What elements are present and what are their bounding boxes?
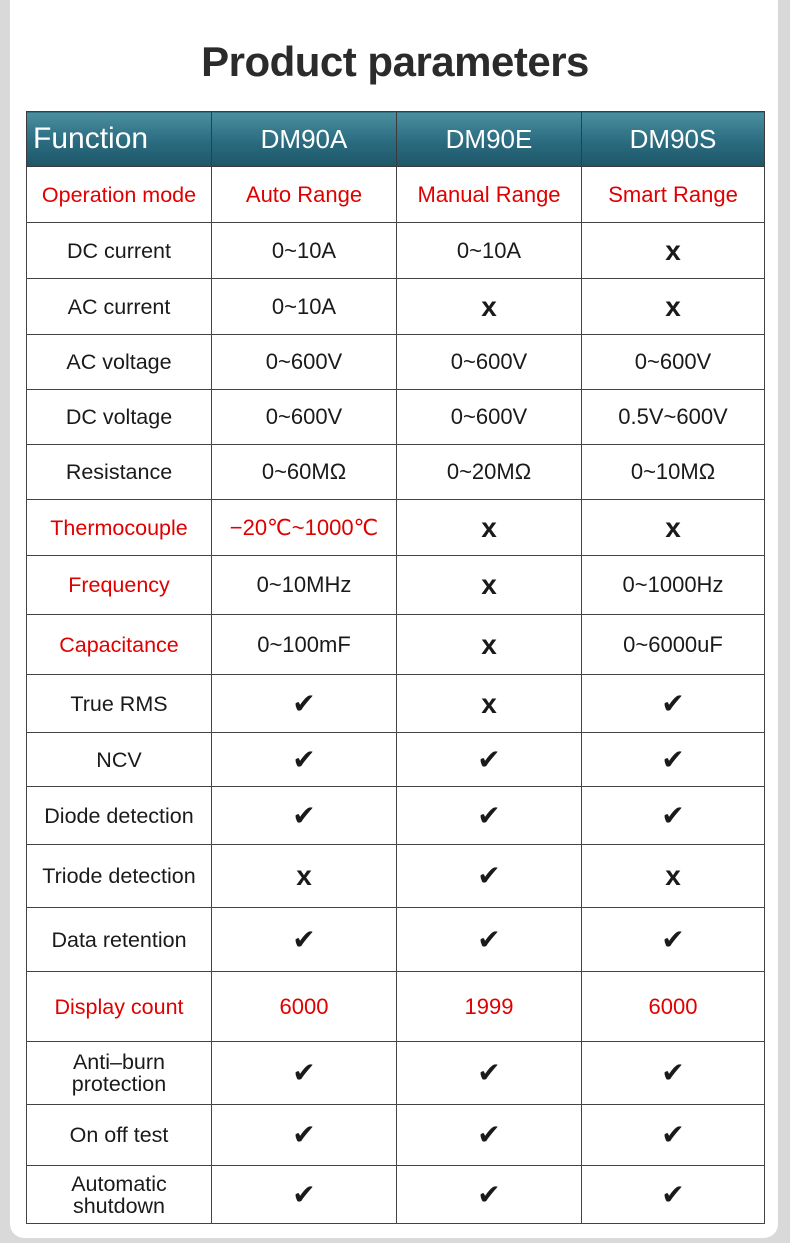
cell-value: 1999 bbox=[397, 972, 582, 1042]
check-icon: ✔ bbox=[582, 733, 765, 787]
cell-value: −20℃~1000℃ bbox=[212, 500, 397, 556]
table-row bbox=[27, 500, 765, 556]
check-icon: ✔ bbox=[582, 908, 765, 972]
table-row bbox=[27, 1166, 765, 1224]
row-label: DC voltage bbox=[27, 390, 212, 445]
cell-value: 0~20MΩ bbox=[397, 445, 582, 500]
header-model: DM90E bbox=[397, 112, 582, 167]
row-label: Diode detection bbox=[27, 787, 212, 845]
check-icon: ✔ bbox=[212, 733, 397, 787]
cell-value: 6000 bbox=[212, 972, 397, 1042]
check-icon: ✔ bbox=[582, 1042, 765, 1105]
cell-value: 0~10A bbox=[212, 279, 397, 335]
cross-icon: x bbox=[582, 279, 765, 335]
row-label: On off test bbox=[27, 1105, 212, 1166]
cross-icon: x bbox=[397, 675, 582, 733]
row-label-line: Anti–burn bbox=[72, 1050, 166, 1074]
check-icon: ✔ bbox=[582, 1105, 765, 1166]
page-title: Product parameters bbox=[201, 38, 589, 85]
check-icon: ✔ bbox=[397, 1042, 582, 1105]
cell-value: 0~600V bbox=[212, 335, 397, 390]
row-label: NCV bbox=[27, 733, 212, 787]
cell-value: 0.5V~600V bbox=[582, 390, 765, 445]
cross-icon: x bbox=[582, 223, 765, 279]
table-row bbox=[27, 223, 765, 279]
table-row bbox=[27, 845, 765, 908]
table-row bbox=[27, 445, 765, 500]
header-model: DM90A bbox=[212, 112, 397, 167]
row-label: Capacitance bbox=[27, 615, 212, 675]
header-model: DM90S bbox=[582, 112, 765, 167]
row-label-line: Automatic bbox=[71, 1171, 167, 1196]
row-label: Thermocouple bbox=[27, 500, 212, 556]
cross-icon: x bbox=[397, 556, 582, 615]
row-label-line: shutdown bbox=[72, 1193, 166, 1218]
row-label bbox=[27, 1166, 212, 1224]
cell-value: 0~1000Hz bbox=[582, 556, 765, 615]
cross-icon: x bbox=[212, 845, 397, 908]
cell-value: 0~100mF bbox=[212, 615, 397, 675]
check-icon: ✔ bbox=[582, 675, 765, 733]
row-label: Data retention bbox=[27, 908, 212, 972]
check-icon: ✔ bbox=[397, 1105, 582, 1166]
cell-value: 0~600V bbox=[582, 335, 765, 390]
table-row bbox=[27, 675, 765, 733]
check-icon: ✔ bbox=[397, 845, 582, 908]
cell-value: 0~10MΩ bbox=[582, 445, 765, 500]
row-label: AC current bbox=[27, 279, 212, 335]
parameters-table bbox=[26, 111, 765, 1224]
check-icon: ✔ bbox=[397, 908, 582, 972]
table-row bbox=[27, 972, 765, 1042]
cell-value: Smart Range bbox=[582, 167, 765, 223]
check-icon: ✔ bbox=[397, 787, 582, 845]
table-row bbox=[27, 167, 765, 223]
check-icon: ✔ bbox=[397, 1166, 582, 1224]
check-icon: ✔ bbox=[212, 1105, 397, 1166]
cross-icon: x bbox=[397, 615, 582, 675]
check-icon: ✔ bbox=[397, 733, 582, 787]
table-row bbox=[27, 733, 765, 787]
cell-value: Auto Range bbox=[212, 167, 397, 223]
cell-value: 0~60MΩ bbox=[212, 445, 397, 500]
cell-value: 0~600V bbox=[212, 390, 397, 445]
row-label-line: protection bbox=[71, 1072, 167, 1096]
header-function: Function bbox=[27, 112, 212, 167]
check-icon: ✔ bbox=[582, 1166, 765, 1224]
check-icon: ✔ bbox=[212, 1042, 397, 1105]
row-label: Resistance bbox=[27, 445, 212, 500]
check-icon: ✔ bbox=[212, 1166, 397, 1224]
table-row bbox=[27, 1042, 765, 1105]
cell-value: 0~10A bbox=[212, 223, 397, 279]
table-row bbox=[27, 787, 765, 845]
table-row bbox=[27, 908, 765, 972]
table-row bbox=[27, 1105, 765, 1166]
row-label bbox=[27, 1042, 212, 1105]
table-row bbox=[27, 279, 765, 335]
cell-value: Manual Range bbox=[397, 167, 582, 223]
row-label: Triode detection bbox=[27, 845, 212, 908]
row-label: DC current bbox=[27, 223, 212, 279]
cell-value: 0~600V bbox=[397, 335, 582, 390]
check-icon: ✔ bbox=[212, 787, 397, 845]
row-label: AC voltage bbox=[27, 335, 212, 390]
cell-value: 6000 bbox=[582, 972, 765, 1042]
table-row bbox=[27, 335, 765, 390]
cell-value: 0~6000uF bbox=[582, 615, 765, 675]
check-icon: ✔ bbox=[212, 675, 397, 733]
row-label: Frequency bbox=[27, 556, 212, 615]
check-icon: ✔ bbox=[582, 787, 765, 845]
row-label: Display count bbox=[27, 972, 212, 1042]
header-row bbox=[27, 112, 765, 167]
cross-icon: x bbox=[397, 279, 582, 335]
cross-icon: x bbox=[582, 845, 765, 908]
check-icon: ✔ bbox=[212, 908, 397, 972]
table-row bbox=[27, 556, 765, 615]
cell-value: 0~10A bbox=[397, 223, 582, 279]
row-label: Operation mode bbox=[27, 167, 212, 223]
row-label: True RMS bbox=[27, 675, 212, 733]
cross-icon: x bbox=[582, 500, 765, 556]
cell-value: 0~600V bbox=[397, 390, 582, 445]
cross-icon: x bbox=[397, 500, 582, 556]
cell-value: 0~10MHz bbox=[212, 556, 397, 615]
table-row bbox=[27, 390, 765, 445]
table-row bbox=[27, 615, 765, 675]
